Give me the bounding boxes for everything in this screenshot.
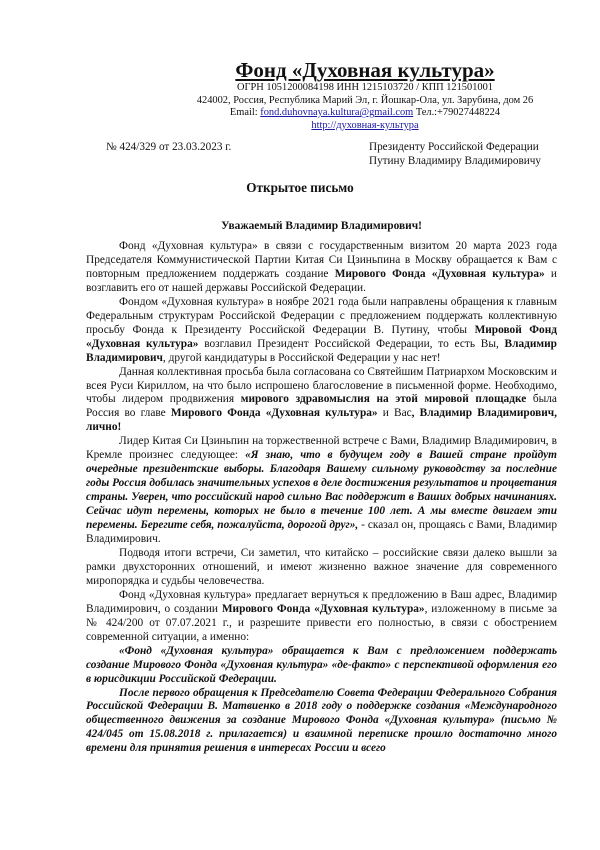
letterhead xyxy=(130,58,600,132)
website-line xyxy=(130,120,600,133)
emphasis: , Владимир Владимирович, лично! xyxy=(86,407,557,434)
contact-line xyxy=(130,107,600,120)
letter-title: Открытое письмо xyxy=(246,180,354,195)
phone-number: Тел.:+79027448224 xyxy=(413,107,501,119)
text: - сказал он, прощаясь с Вами, Владимир Владимирович. xyxy=(86,519,557,546)
postal-address: 424002, Россия, Республика Марий Эл, г. Йошкар-Ола, ул. Зарубина, дом 26 xyxy=(196,94,534,106)
emphasis: Мировой Фонд «Духовная культура» xyxy=(86,323,557,350)
text: и возглавить его от нашей державы Российской Федерации. xyxy=(86,267,557,294)
quote: «Я знаю, что в будущем году в Вашей стране пройдут очередные президентские выборы. Благодаря Вашему сильному руководству за последние годы Россия добилась значительных успехов в деле достижения результатов и процветания страны. Уверен, что российский народ сильно Вас поддержит в Ваших добрых начинаниях. Сейчас идут перемены, которых не было в течение 100 лет. А мы вместе двигаем эти перемены. Берегите себя, пожалуйста, дорогой друг», xyxy=(86,449,558,532)
paragraph-7-quote: «Фонд «Духовная культура» обращается к Вам с предложением поддержать создание Мирового Фонда «Духовная культура» «де-факто» с перспективой оформления его в юрисдикции Российской Федерации. xyxy=(86,644,557,685)
addressee xyxy=(369,141,541,168)
website-link[interactable]: http://духовная-культура xyxy=(311,119,419,131)
paragraph-3 xyxy=(86,366,557,436)
addressee-title: Президенту Российской Федерации xyxy=(369,141,539,153)
outgoing-number: № 424/329 от 23.03.2023 г. xyxy=(106,141,232,153)
text: Фондом «Духовная культура» в ноябре 2021 года были направлены обращения к главным Федеральным структурам Российской Федерации с предложением поддержать коллективную просьбу Фонда к Президенту Российской Федерации В. Путину, чтобы xyxy=(86,295,557,336)
paragraph-2 xyxy=(86,296,557,366)
text: Лидер Китая Си Цзиньпин на торжественной встрече с Вами, Владимир Владимирович, в Кремле произнес следующее: xyxy=(86,435,557,462)
paragraph-8-quote: После первого обращения к Председателю Совета Федерации Федерального Собрания Российской Федерации В. Матвиенко в 2018 году о поддержке создания «Международного общественного движения за создание Мирового Фонда «Духовная культура» (письмо № 424/045 от 15.08.2018 г. прилагается) и взаимной переписке прошло достаточно много времени для принятия решения в интересах России и всего xyxy=(86,686,557,755)
salutation: Уважаемый Владимир Владимирович! xyxy=(221,220,422,232)
emphasis: Владимир Владимирович xyxy=(86,337,557,364)
email-link[interactable]: fond.duhovnaya.kultura@gmail.com xyxy=(260,107,414,119)
emphasis: мирового здравомыслия на этой мировой площадке xyxy=(240,393,527,406)
email-label: Email: xyxy=(229,107,261,119)
text: , изложенному в письме за № 424/200 от 07.07.2021 г., и разрешите привести его полностью, в связи с обострением современной ситуации, а именно: xyxy=(86,602,557,643)
text: Данная коллективная просьба была согласована со Святейшим Патриархом Московским и всея Руси Кириллом, на что было испрошено благословение в письменной форме. Необходимо, чтобы лидером продвижения xyxy=(86,365,557,406)
addressee-name: Путину Владимиру Владимировичу xyxy=(369,154,541,167)
text: и Вас xyxy=(377,407,412,420)
text: Фонд «Духовная культура» в связи с государственным визитом 20 марта 2023 года Председателя Коммунистической Партии Китая Си Цзиньпина в Москву обращается к Вам с повторным предложением поддержать создание xyxy=(86,240,557,280)
text: возглавил Президент Российской Федерации, то есть Вы, xyxy=(198,337,505,350)
registration-numbers: ОГРН 1051200084198 ИНН 1215103720 / КПП 121501001 xyxy=(237,82,493,93)
text: была Россия во главе xyxy=(86,393,557,420)
paragraph-1 xyxy=(86,240,557,296)
text: Фонд «Духовная культура» предлагает вернуться к предложению в Ваш адрес, Владимир Владимирович, о создании xyxy=(86,588,557,615)
emphasis: Мирового Фонда «Духовная культура» xyxy=(334,267,545,280)
paragraph-4 xyxy=(86,435,557,547)
paragraph-5: Подводя итоги встречи, Си заметил, что китайско – российские связи далеко вышли за рамки двухсторонних отношений, и имеют жизненно важное значение для современного миропорядка и судьбы человечества. xyxy=(86,546,557,587)
letter-body xyxy=(86,240,557,756)
text: , другой кандидатуры в Российской Федерации у нас нет! xyxy=(162,351,441,364)
paragraph-6 xyxy=(86,589,557,645)
emphasis: Мирового Фонда «Духовная культура» xyxy=(170,407,378,420)
organization-name: Фонд «Духовная культура» xyxy=(235,58,495,82)
emphasis: Мирового Фонда «Духовная культура» xyxy=(221,602,425,615)
